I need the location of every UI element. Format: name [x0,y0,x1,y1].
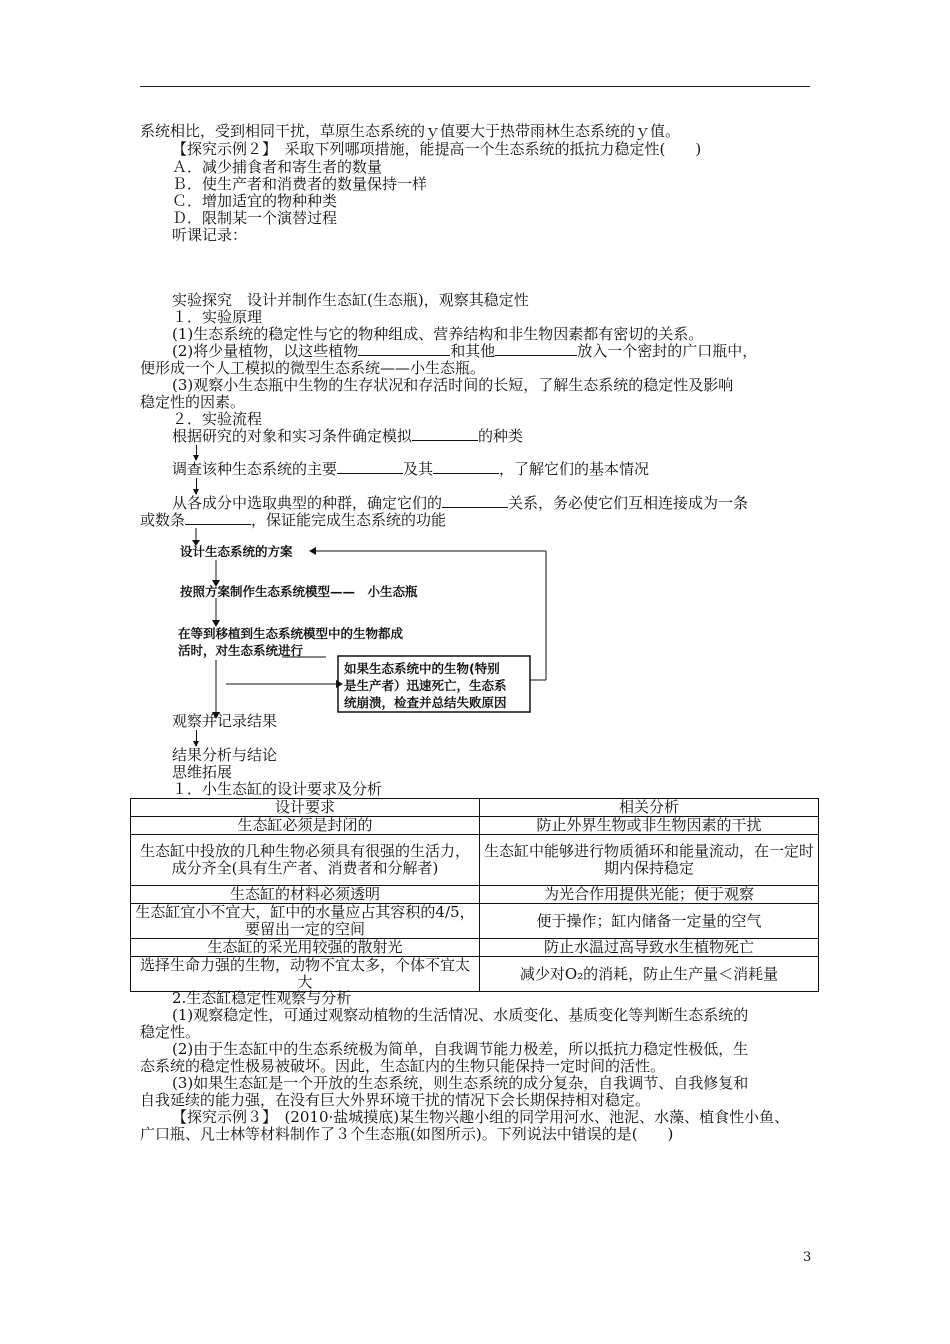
principle-2-cont: 便形成一个人工模拟的微型生态系统——小生态瓶。 [140,359,486,377]
table-row [131,886,819,904]
flow-box-observe-1: 在等到移植到生态系统模型中的生物都成 [178,626,404,641]
step-3-part-a: 从各成分中选取典型的种群，确定它们的 [172,494,443,512]
table-row [131,957,819,992]
option-b: Ｂ．使生产者和消费者的数量保持一样 [172,175,428,193]
principle-2-part-b: 和其他 [450,342,496,360]
flow-box-design: 设计生态系统的方案 [180,544,293,559]
failure-text-1: 如果生态系统中的生物(特别 [344,661,500,676]
column-header: 相关分析 [480,799,819,817]
example-3-question-cont: 广口瓶、凡士林等材料制作了３个生态瓶(如图所示)。下列说法中错误的是( ) [140,1125,674,1143]
requirement-cell: 生态缸必须是封闭的 [131,817,480,835]
down-arrow-icon [196,730,197,746]
table-row [131,939,819,957]
analysis-heading: 2.生态缸稳定性观察与分析 [172,989,352,1007]
analysis-cell: 防止外界生物或非生物因素的干扰 [480,817,819,835]
flow-box-build: 按照方案制作生态系统模型—— 小生态瓶 [180,584,418,599]
principle-1: (1)生态系统的稳定性与它的物种组成、营养结构和非生物因素都有密切的关系。 [172,325,704,343]
table-row [131,817,819,835]
table-row [131,904,819,939]
table-row [131,835,819,886]
experiment-title: 实验探究 设计并制作生态缸(生态瓶)，观察其稳定性 [172,291,529,309]
analysis-cell: 生态缸中能够进行物质循环和能量流动，在一定时期内保持稳定 [480,835,819,886]
analysis-p1: (1)观察稳定性，可通过观察动植物的生活情况、水质变化、基质变化等判断生态系统的 [172,1006,749,1024]
example-2-question: 【探究示例２】 采取下列哪项措施，能提高一个生态系统的抵抗力稳定性( ) [172,140,702,158]
principle-2-part-a: (2)将少量植物，以这些植物 [172,342,359,360]
analysis-cell: 防止水温过高导致水生植物死亡 [480,939,819,957]
analysis-p2: (2)由于生态缸中的生态系统极为简单，自我调节能力极差，所以抵抗力稳定性极低，生 [172,1040,749,1058]
step-3-part-b: 关系，务必使它们互相连接成为一条 [508,494,749,512]
observe-record: 观察并记录结果 [172,712,278,730]
analysis-p1-cont: 稳定性。 [140,1023,201,1041]
option-c: Ｃ．增加适宜的物种种类 [172,192,338,210]
lecture-notes-label: 听课记录： [172,226,248,244]
step-1-part-b: 的种类 [478,427,524,445]
arrow-head-icon [309,547,316,555]
result-analysis: 结果分析与结论 [172,746,278,764]
requirement-cell: 生态缸的采光用较强的散射光 [131,939,480,957]
table-header-row [131,799,819,817]
failure-text-3: 统崩溃，检查并总结失败原因 [344,695,507,710]
process-heading: ２．实验流程 [172,410,263,428]
principle-heading: １．实验原理 [172,308,263,326]
principle-3: (3)观察小生态瓶中生物的生存状况和存活时间的长短，了解生态系统的稳定性及影响 [172,376,734,394]
arrow-head-icon [336,680,343,688]
principle-3-cont: 稳定性的因素。 [140,393,246,411]
requirement-cell: 生态缸的材料必须透明 [131,886,480,904]
thinking-extension: 思维拓展 [172,763,233,781]
step-3-part-d: ，保证能完成生态系统的功能 [251,511,447,529]
analysis-cell: 为光合作用提供光能；便于观察 [480,886,819,904]
step-3-part-c: 或数条 [140,511,186,529]
analysis-p2-cont: 态系统的稳定性极易被破坏。因此，生态缸内的生物只能保持一定时间的活性。 [140,1057,666,1075]
option-d: Ｄ．限制某一个演替过程 [172,209,338,227]
column-header: 设计要求 [131,799,480,817]
flow-box-observe-2: 活时，对生态系统进行 [178,643,304,658]
step-2-part-c: ，了解它们的基本情况 [499,460,650,478]
requirement-cell: 生态缸中投放的几种生物必须具有很强的生活力，成分齐全(具有生产者、消费者和分解者) [131,835,480,886]
analysis-cell: 便于操作；缸内储备一定量的空气 [480,904,819,939]
failure-text-2: 是生产者）迅速死亡，生态系 [344,678,507,693]
table-caption: １．小生态缸的设计要求及分析 [172,780,383,798]
requirement-cell: 生态缸宜小不宜大，缸中的水量应占其容积的4/5，要留出一定的空间 [131,904,480,939]
principle-2-part-c: 放入一个密封的广口瓶中， [577,342,758,360]
analysis-p3: (3)如果生态缸是一个开放的生态系统，则生态系统的成分复杂，自我调节、自我修复和 [172,1074,749,1092]
step-2-part-a: 调查该种生态系统的主要 [172,460,338,478]
design-table [130,798,819,992]
option-a: Ａ．减少捕食者和寄生者的数量 [172,158,383,176]
text-line: 系统相比，受到相同干扰，草原生态系统的ｙ值要大于热带雨林生态系统的ｙ值。 [140,122,681,140]
step-2-part-b: 及其 [403,460,434,478]
step-1-part-a: 根据研究的对象和实习条件确定模拟 [172,427,413,445]
analysis-cell: 减少对O₂的消耗，防止生产量＜消耗量 [480,957,819,992]
requirement-cell: 选择生命力强的生物，动物不宜太多，个体不宜太大 [131,957,480,992]
analysis-p3-cont: 自我延续的能力强，在没有巨大外界环境干扰的情况下会长期保持相对稳定。 [140,1091,651,1109]
page-number: 3 [803,1250,812,1265]
example-3-question: 【探究示例３】 (2010·盐城摸底)某生物兴趣小组的同学用河水、池泥、水藻、植食性小鱼、 [172,1108,790,1126]
